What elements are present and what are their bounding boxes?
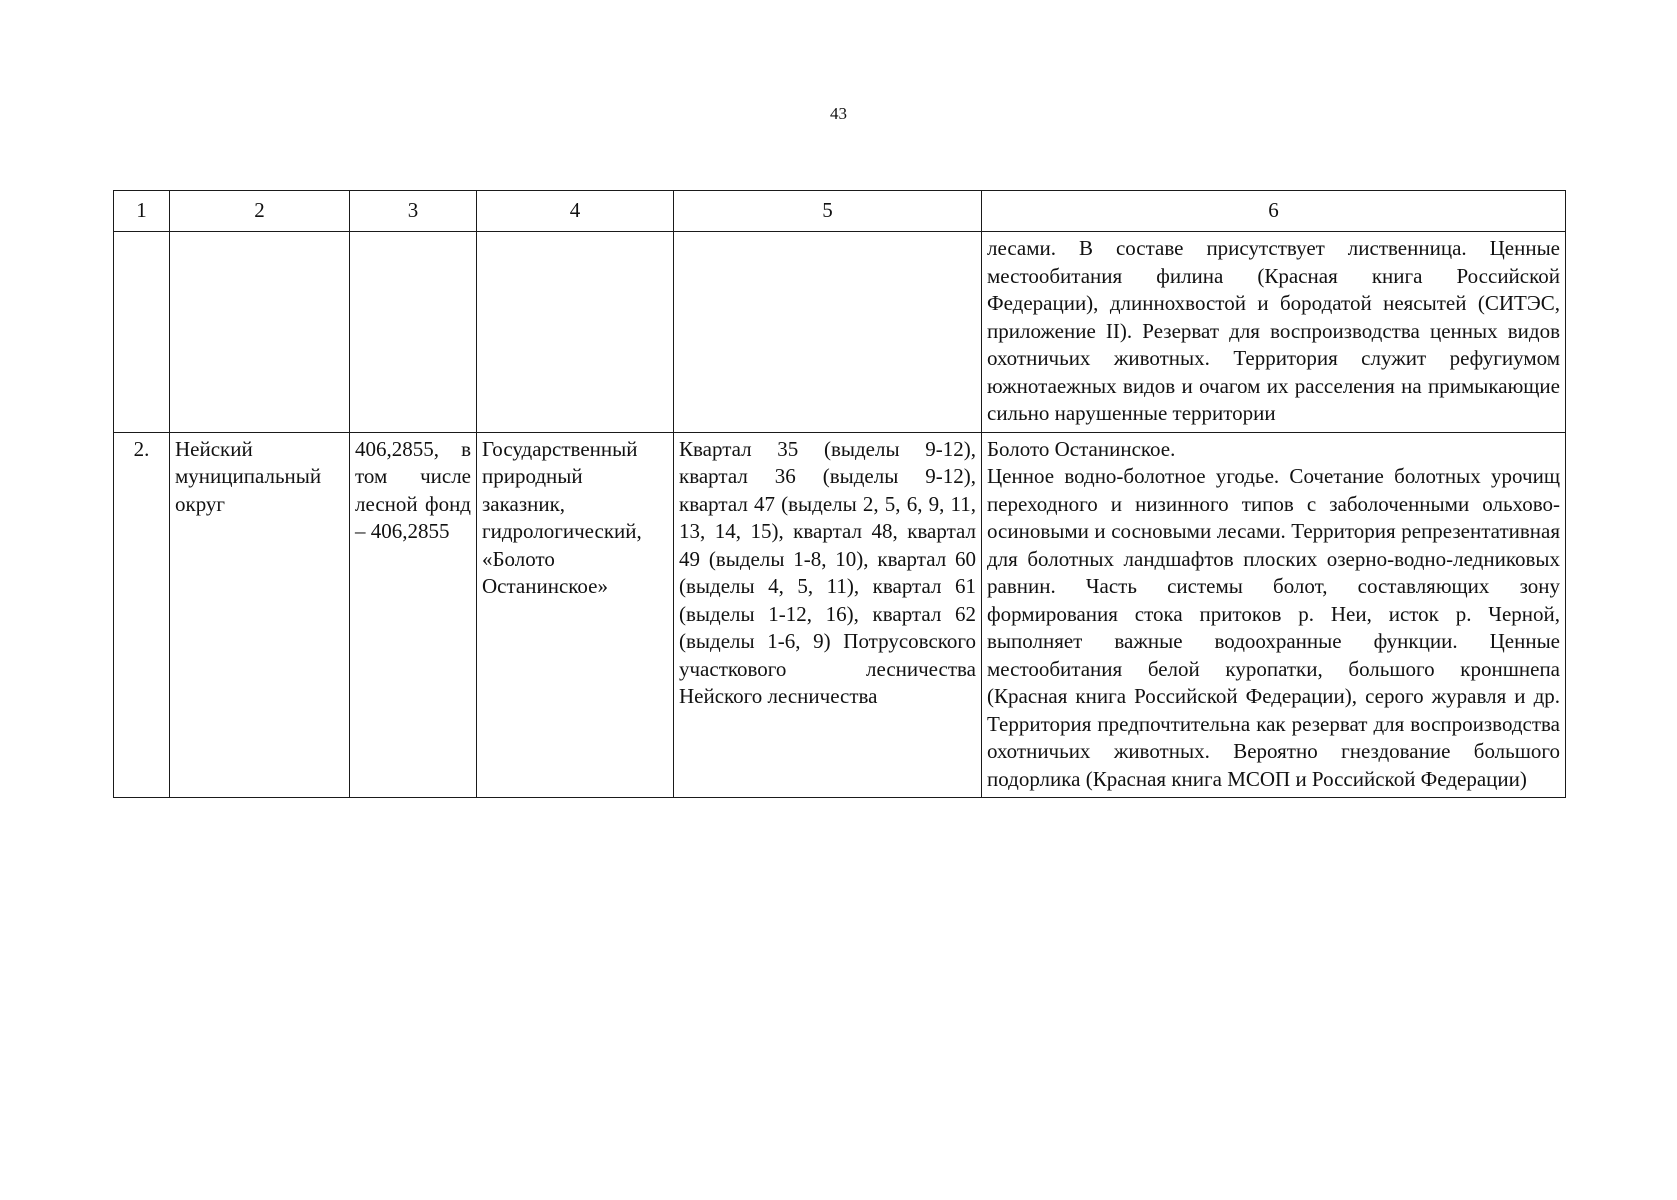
table-row	[114, 432, 1566, 798]
protected-areas-table	[113, 190, 1566, 798]
column-header-5: 5	[674, 191, 982, 232]
description-paragraph: Ценное водно-болотное угодье. Сочетание болотных урочищ переходного и низинного типов с заболоченными ольхово-осиновыми и сосновыми лесами. Территория репрезентативная для болотных ландшафтов плоских озерно-водно-ледниковых равнин. Часть системы болот, составляющих зону формирования стока притоков р. Неи, исток р. Черной, выполняет важные водоохранные функции. Ценные местообитания белой куропатки, большого кроншнепа (Красная книга Российской Федерации), серого журавля и др. Территория предпочтительна как резерват для воспроизводства охотничьих животных. Вероятно гнездование большого подорлика (Красная книга МСОП и Российской Федерации)	[987, 464, 1560, 791]
description-cell	[982, 432, 1566, 798]
column-header-3: 3	[350, 191, 477, 232]
table-row	[114, 232, 1566, 433]
location-cell: Квартал 35 (выделы 9-12), квартал 36 (выделы 9-12), квартал 47 (выделы 2, 5, 6, 9, 11, 13, 14, 15), квартал 48, квартал 49 (выделы 1-8, 10), квартал 60 (выделы 4, 5, 11), квартал 61 (выделы 1-12, 16), квартал 62 (выделы 1-6, 9) Потрусовского участкового лесничества Нейского лесничества	[674, 432, 982, 798]
description-cell	[982, 232, 1566, 433]
row-number-cell: 2.	[114, 432, 170, 798]
table-header-row	[114, 191, 1566, 232]
description-paragraph: лесами. В составе присутствует лиственница. Ценные местообитания филина (Красная книга Российской Федерации), длиннохвостой и бородатой неясытей (СИТЭС, приложение II). Резерват для воспроизводства ценных видов охотничьих животных. Территория служит рефугиумом южнотаежных видов и очагом их расселения на примыкающие сильно нарушенные территории	[987, 236, 1560, 425]
column-header-1: 1	[114, 191, 170, 232]
row-number-cell	[114, 232, 170, 433]
column-header-4: 4	[477, 191, 674, 232]
district-cell	[170, 232, 350, 433]
column-header-2: 2	[170, 191, 350, 232]
description-title: Болото Останинское.	[987, 436, 1176, 461]
name-cell	[477, 232, 674, 433]
name-cell: Государственный природный заказник, гидрологический, «Болото Останинское»	[477, 432, 674, 798]
area-cell: 406,2855, в том числе лесной фонд – 406,2855	[350, 432, 477, 798]
district-cell: Нейский муниципальный округ	[170, 432, 350, 798]
page-number: 43	[830, 104, 847, 123]
area-cell	[350, 232, 477, 433]
location-cell	[674, 232, 982, 433]
column-header-6: 6	[982, 191, 1566, 232]
